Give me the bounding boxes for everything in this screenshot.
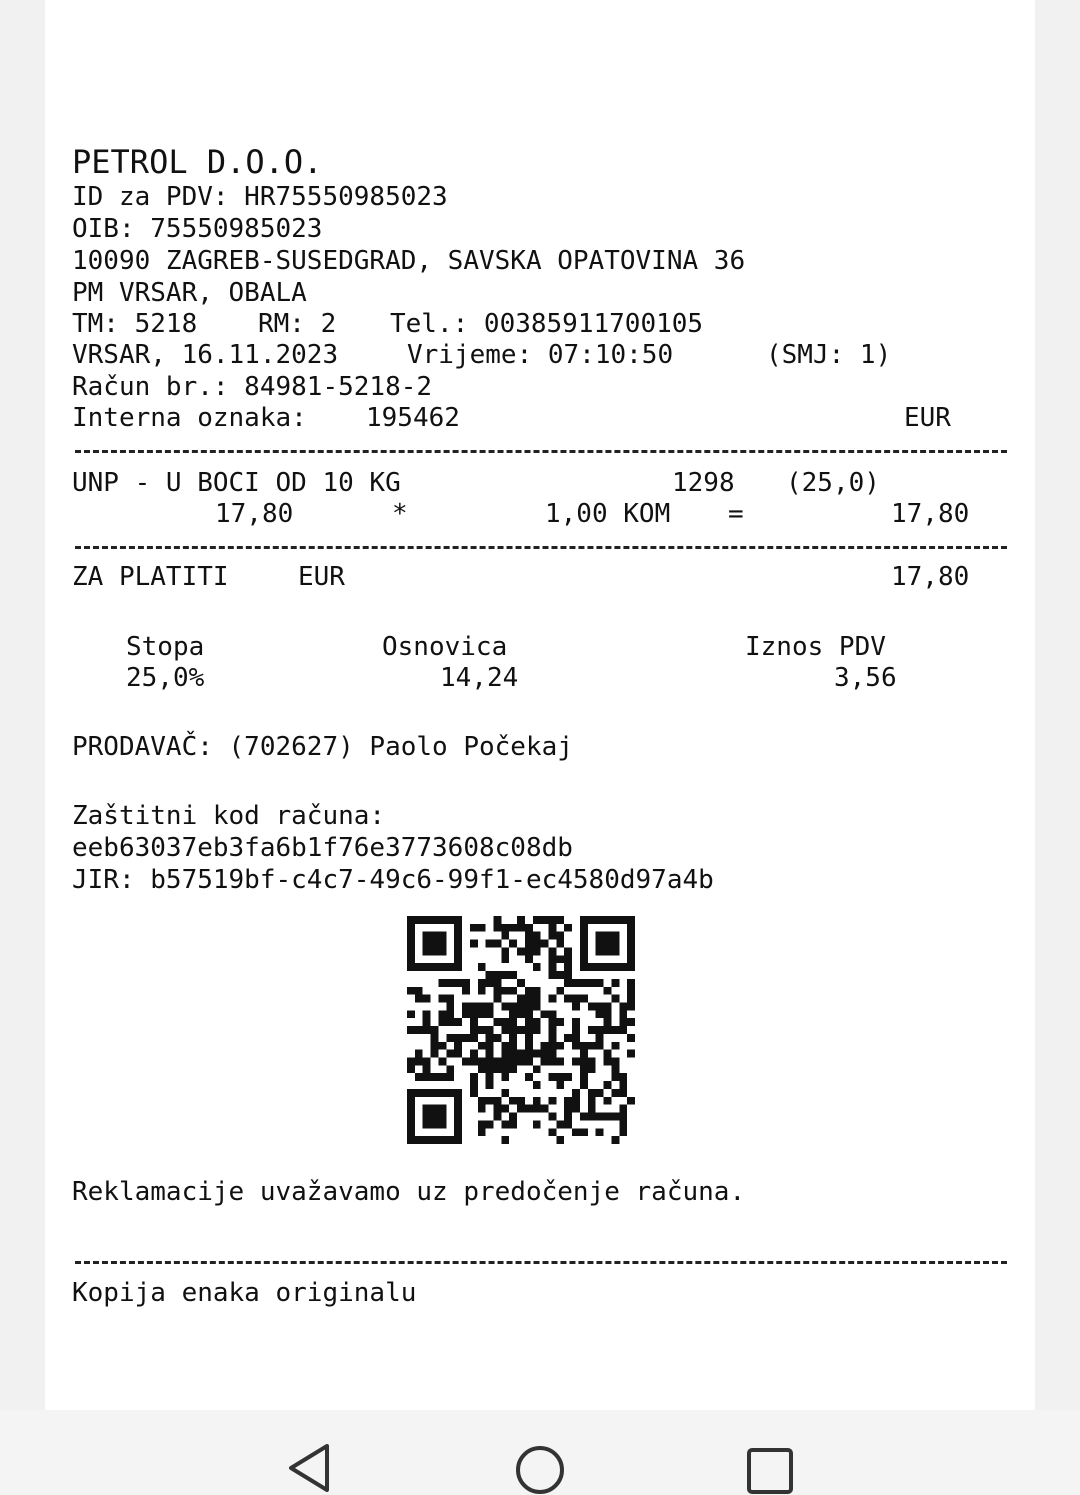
item-unit-price: 17,80 xyxy=(215,499,294,529)
company-name: PETROL D.O.O. xyxy=(72,143,323,181)
qr-code xyxy=(407,916,635,1144)
home-icon[interactable] xyxy=(512,1440,568,1495)
item-quantity: 1,00 KOM xyxy=(545,499,671,529)
divider xyxy=(75,546,1007,549)
item-code: 1298 xyxy=(672,468,735,498)
vat-id: ID za PDV: HR75550985023 xyxy=(72,182,448,212)
invoice-number: Račun br.: 84981-5218-2 xyxy=(72,372,433,402)
copy-note: Kopija enaka originalu xyxy=(72,1278,417,1308)
zki-code: eeb63037eb3fa6b1f76e3773608c08db xyxy=(72,833,573,863)
tax-rate-header: Stopa xyxy=(126,632,205,662)
internal-label: Interna oznaka: xyxy=(72,403,307,433)
divider xyxy=(75,1261,1007,1264)
jir-code: JIR: b57519bf-c4c7-49c6-99f1-ec4580d97a4b xyxy=(72,865,714,895)
oib: OIB: 75550985023 xyxy=(72,214,323,244)
tax-base-header: Osnovica xyxy=(382,632,508,662)
divider xyxy=(75,450,1007,453)
item-times: * xyxy=(392,499,408,529)
recents-icon[interactable] xyxy=(742,1440,798,1495)
zki-label: Zaštitni kod računa: xyxy=(72,801,386,831)
city-date: VRSAR, 16.11.2023 xyxy=(72,340,339,370)
time: Vrijeme: 07:10:50 xyxy=(407,340,674,370)
tax-vat-header: Iznos PDV xyxy=(745,632,886,662)
shift: (SMJ: 1) xyxy=(766,340,892,370)
item-tax: (25,0) xyxy=(786,468,880,498)
register-id: RM: 2 xyxy=(258,309,337,339)
tax-base-value: 14,24 xyxy=(440,663,519,693)
telephone: Tel.: 00385911700105 xyxy=(390,309,704,339)
item-name: UNP - U BOCI OD 10 KG xyxy=(72,468,401,498)
terminal-id: TM: 5218 xyxy=(72,309,198,339)
total-currency: EUR xyxy=(298,562,345,592)
item-equals: = xyxy=(728,499,744,529)
total-value: 17,80 xyxy=(891,562,970,592)
seller: PRODAVAČ: (702627) Paolo Počekaj xyxy=(72,732,573,762)
tax-rate-value: 25,0% xyxy=(126,663,205,693)
location: PM VRSAR, OBALA xyxy=(72,278,307,308)
internal-value: 195462 xyxy=(366,403,460,433)
address: 10090 ZAGREB-SUSEDGRAD, SAVSKA OPATOVINA 36 xyxy=(72,246,746,276)
item-amount: 17,80 xyxy=(891,499,970,529)
total-label: ZA PLATITI xyxy=(72,562,229,592)
currency: EUR xyxy=(904,403,951,433)
complaints-note: Reklamacije uvažavamo uz predočenje računa. xyxy=(72,1177,746,1207)
tax-vat-value: 3,56 xyxy=(834,663,897,693)
back-icon[interactable] xyxy=(281,1440,337,1495)
